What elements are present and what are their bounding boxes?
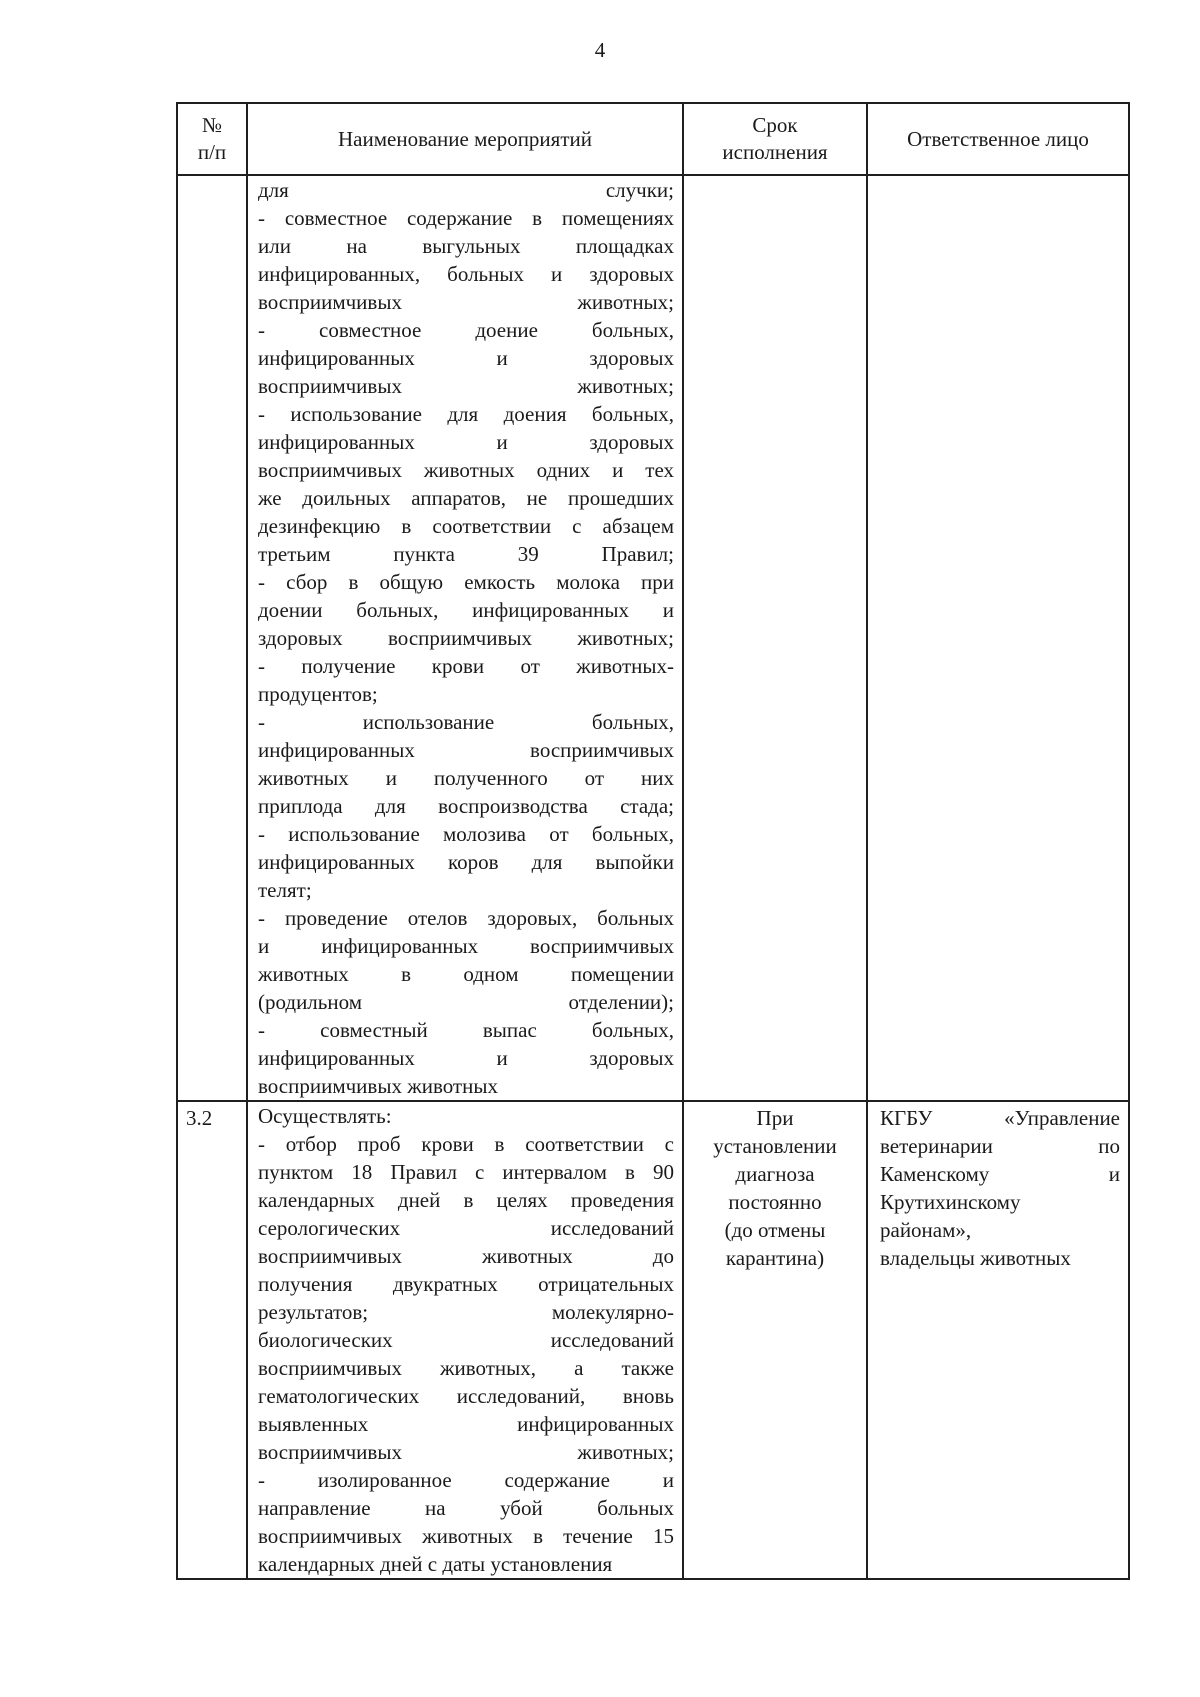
cell-text-line: телят;: [258, 878, 312, 902]
cell-text-line: инфицированных восприимчивых: [258, 738, 674, 762]
cell-text-line: гематологических исследований, вновь: [258, 1384, 674, 1408]
header-activity: Наименование мероприятий: [247, 103, 683, 175]
cell-text-line: восприимчивых животных до: [258, 1244, 674, 1268]
cell-text-line: владельцы животных: [880, 1246, 1071, 1270]
cell-text-line: выявленных инфицированных: [258, 1412, 674, 1436]
cell-text-line: животных и полученного от них: [258, 766, 674, 790]
cell-text-line: третьим пункта 39 Правил;: [258, 542, 674, 566]
cell-text-line: Осуществлять:: [258, 1104, 392, 1128]
cell-text-line: восприимчивых животных: [258, 1074, 498, 1098]
header-responsible: Ответственное лицо: [867, 103, 1129, 175]
header-number-pp: п/п: [197, 140, 227, 164]
cell-text-line: Каменскому и: [880, 1162, 1120, 1186]
header-number-sign: №: [201, 113, 223, 137]
cell-text-line: же доильных аппаратов, не прошедших: [258, 486, 674, 510]
cell-text-line: карантина): [725, 1246, 825, 1270]
cell-text-line: - совместный выпас больных,: [258, 1018, 674, 1042]
cell-text-line: животных в одном помещении: [258, 962, 674, 986]
cell-text-line: и инфицированных восприимчивых: [258, 934, 674, 958]
cell-text-line: - совместное содержание в помещениях: [258, 206, 674, 230]
cell-text-line: инфицированных и здоровых: [258, 346, 674, 370]
cell-text-line: серологических исследований: [258, 1216, 674, 1240]
row-term: [683, 1101, 867, 1579]
cell-text-line: - отбор проб крови в соответствии с: [258, 1132, 674, 1156]
cell-text-line: биологических исследований: [258, 1328, 674, 1352]
cell-text-line: - сбор в общую емкость молока при: [258, 570, 674, 594]
cell-text-line: - получение крови от животных-: [258, 654, 674, 678]
row-number: [177, 175, 247, 1101]
cell-text-line: направление на убой больных: [258, 1496, 674, 1520]
row-activity: [247, 1101, 683, 1579]
row-responsible: [867, 1101, 1129, 1579]
page-number: 4: [594, 38, 606, 62]
header-number: [177, 103, 247, 175]
cell-text-line: приплода для воспроизводства стада;: [258, 794, 674, 818]
cell-text-line: пунктом 18 Правил с интервалом в 90: [258, 1160, 674, 1184]
cell-text-line: восприимчивых животных в течение 15: [258, 1524, 674, 1548]
cell-text-line: календарных дней с даты установления: [258, 1552, 613, 1576]
cell-text-line: При: [756, 1106, 794, 1130]
cell-text-line: районам»,: [880, 1218, 972, 1242]
cell-text-line: восприимчивых животных, а также: [258, 1356, 674, 1380]
row-term: [683, 175, 867, 1101]
row-responsible: [867, 175, 1129, 1101]
cell-text-line: ветеринарии по: [880, 1134, 1120, 1158]
table-row: [177, 175, 1129, 1101]
cell-text-line: диагноза: [735, 1162, 815, 1186]
table-header-row: [177, 103, 1129, 175]
cell-text-line: (родильном отделении);: [258, 990, 674, 1014]
cell-text-line: (до отмены: [724, 1218, 826, 1242]
cell-text-line: инфицированных и здоровых: [258, 1046, 674, 1070]
cell-text-line: инфицированных коров для выпойки: [258, 850, 674, 874]
cell-text-line: продуцентов;: [258, 682, 378, 706]
cell-text-line: инфицированных и здоровых: [258, 430, 674, 454]
row-activity: [247, 175, 683, 1101]
header-term: [683, 103, 867, 175]
cell-text-line: результатов; молекулярно-: [258, 1300, 674, 1324]
cell-text-line: восприимчивых животных одних и тех: [258, 458, 674, 482]
cell-text-line: КГБУ «Управление: [880, 1106, 1120, 1130]
cell-text-line: доении больных, инфицированных и: [258, 598, 674, 622]
row-number: 3.2: [177, 1101, 247, 1579]
cell-text-line: - использование молозива от больных,: [258, 822, 674, 846]
cell-text-line: - проведение отелов здоровых, больных: [258, 906, 674, 930]
cell-text-line: или на выгульных площадках: [258, 234, 674, 258]
cell-text-line: восприимчивых животных;: [258, 374, 674, 398]
cell-text-line: постоянно: [728, 1190, 822, 1214]
cell-text-line: календарных дней в целях проведения: [258, 1188, 674, 1212]
cell-text-line: для случки;: [258, 178, 674, 202]
header-term-line1: Срок: [752, 113, 798, 137]
cell-text-line: - использование больных,: [258, 710, 674, 734]
cell-text-line: - совместное доение больных,: [258, 318, 674, 342]
cell-text-line: инфицированных, больных и здоровых: [258, 262, 674, 286]
header-term-line2: исполнения: [722, 140, 828, 164]
cell-text-line: восприимчивых животных;: [258, 1440, 674, 1464]
cell-text-line: установлении: [713, 1134, 837, 1158]
cell-text-line: здоровых восприимчивых животных;: [258, 626, 674, 650]
cell-text-line: Крутихинскому: [880, 1190, 1021, 1214]
cell-text-line: - использование для доения больных,: [258, 402, 674, 426]
table-row: [177, 1101, 1129, 1579]
activities-table: [176, 102, 1130, 1580]
cell-text-line: дезинфекцию в соответствии с абзацем: [258, 514, 674, 538]
cell-text-line: получения двукратных отрицательных: [258, 1272, 674, 1296]
cell-text-line: восприимчивых животных;: [258, 290, 674, 314]
cell-text-line: - изолированное содержание и: [258, 1468, 674, 1492]
